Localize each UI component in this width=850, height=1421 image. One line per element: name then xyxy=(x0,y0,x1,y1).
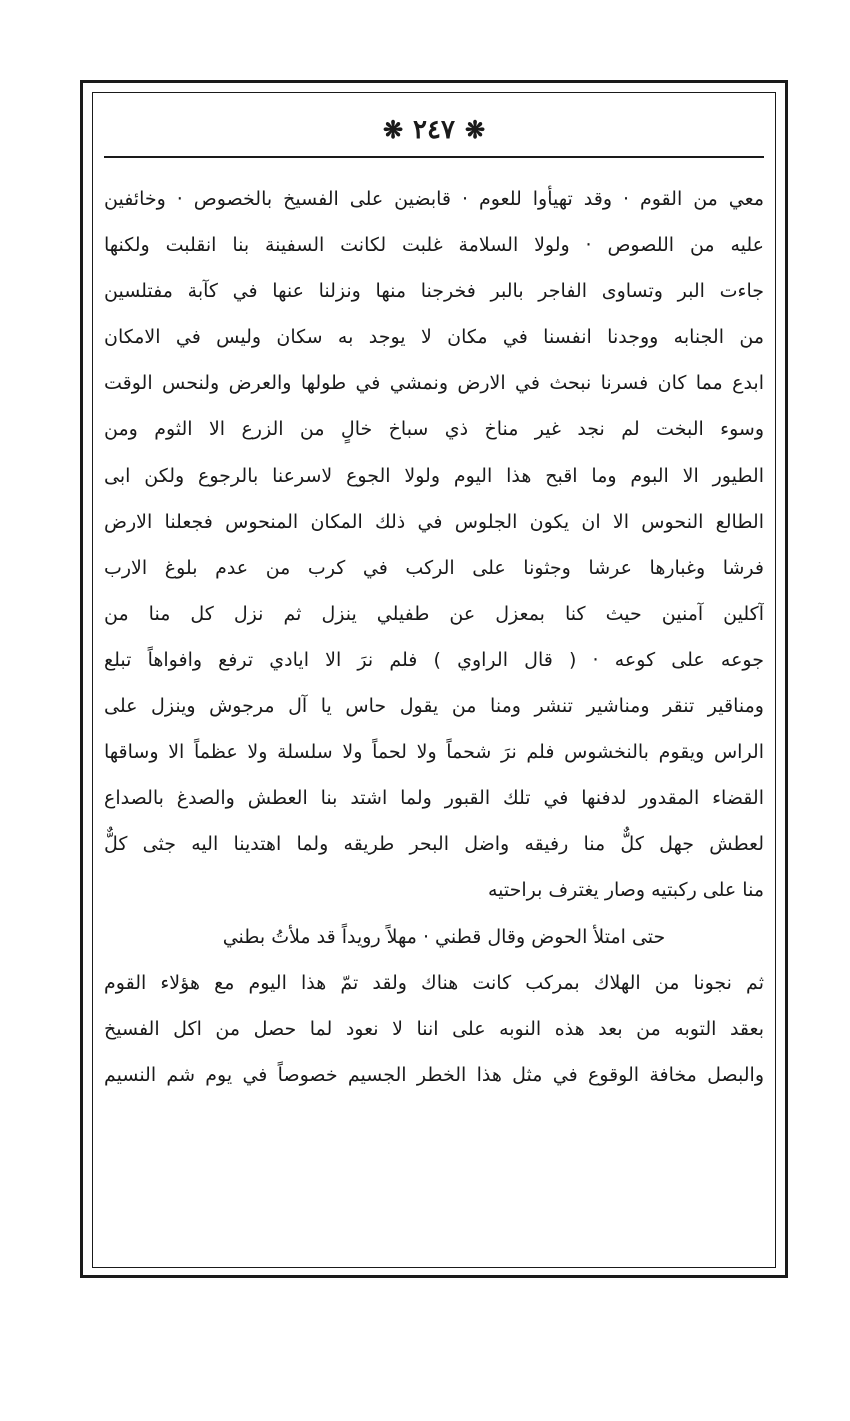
text-line: ومناقير تنقر ومناشير تنشر ومنا من يقول حاس يا آل مرجوش وينزل على xyxy=(104,695,764,718)
text-line: منا على ركبتيه وصار يغترف براحتيه xyxy=(487,879,764,902)
text-line: معي من القوم · وقد تهيأوا للعوم · قابضين على الفسيخ بالخصوص · وخائفين xyxy=(104,188,764,210)
text-line: وسوء البخت لم نجد غير مناخ ذي سباخ خالٍ من الزرع الا الثوم ومن xyxy=(104,418,764,441)
text-line: جوعه على كوعه · ( قال الراوي ) فلم نرَ الا ايادي ترفع وافواهاً تبلع xyxy=(104,648,764,671)
ornament-right-icon: ❋ xyxy=(382,115,404,144)
page-header xyxy=(92,108,776,152)
text-line: عليه من اللصوص · ولولا السلامة غلبت لكانت السفينة بنا انقلبت ولكنها xyxy=(104,234,764,257)
text-line: والبصل مخافة الوقوع في مثل هذا الخطر الجسيم خصوصاً في يوم شم النسيم xyxy=(104,1063,764,1086)
text-line: من الجنابه ووجدنا انفسنا في مكان لا يوجد به سكان وليس في الامكان xyxy=(104,326,764,349)
text-line: جاءت البر وتساوى الفاجر بالبر فخرجنا منها ونزلنا عنها في كآبة مفتلسين xyxy=(104,280,764,303)
text-line: آكلين آمنين حيث كنا بمعزل عن طفيلي ينزل ثم نزل كل منا من xyxy=(104,602,764,625)
text-line: فرشا وغبارها عرشا وجثونا على الركب في كرب من عدم بلوغ الارب xyxy=(104,556,764,579)
text-line: الطالع النحوس الا ان يكون الجلوس في ذلك المكان المنحوس فجعلنا الارض xyxy=(104,510,764,533)
text-line: ابدع مما كان فسرنا نبحث في الارض ونمشي في طولها والعرض ولنحس الوقت xyxy=(104,372,764,395)
text-line: الطيور الا البوم وما اقبح هذا اليوم ولولا الجوع لاسرعنا بالرجوع ولكن ابى xyxy=(104,464,764,487)
verse-line: حتى امتلأ الحوض وقال قطني · مهلاً رويداً قد ملأتُ بطني xyxy=(222,925,666,948)
text-line: الراس ويقوم بالنخشوس فلم نرَ شحماً ولا لحماً ولا سلسلة ولا عظماً الا وساقها xyxy=(104,741,764,764)
text-line: بعقد التوبه من بعد هذه النوبه على اننا لا نعود لما حصل من اكل الفسيخ xyxy=(104,1017,764,1040)
ornament-left-icon: ❋ xyxy=(464,115,486,144)
page-number: ٢٤٧ xyxy=(413,115,455,145)
text-line: القضاء المقدور لدفنها في تلك القبور ولما اشتد بنا العطش والصدغ بالصداع xyxy=(104,787,764,810)
header-divider xyxy=(104,156,764,158)
text-line: ثم نجونا من الهلاك بمركب كانت هناك ولقد تمّ هذا اليوم مع هؤلاء القوم xyxy=(104,971,764,994)
body-text xyxy=(104,176,764,1098)
text-line: لعطش جهل كلٌّ منا رفيقه واضل البحر طريقه ولما اهتدينا اليه جثى كلٌّ xyxy=(104,833,764,856)
